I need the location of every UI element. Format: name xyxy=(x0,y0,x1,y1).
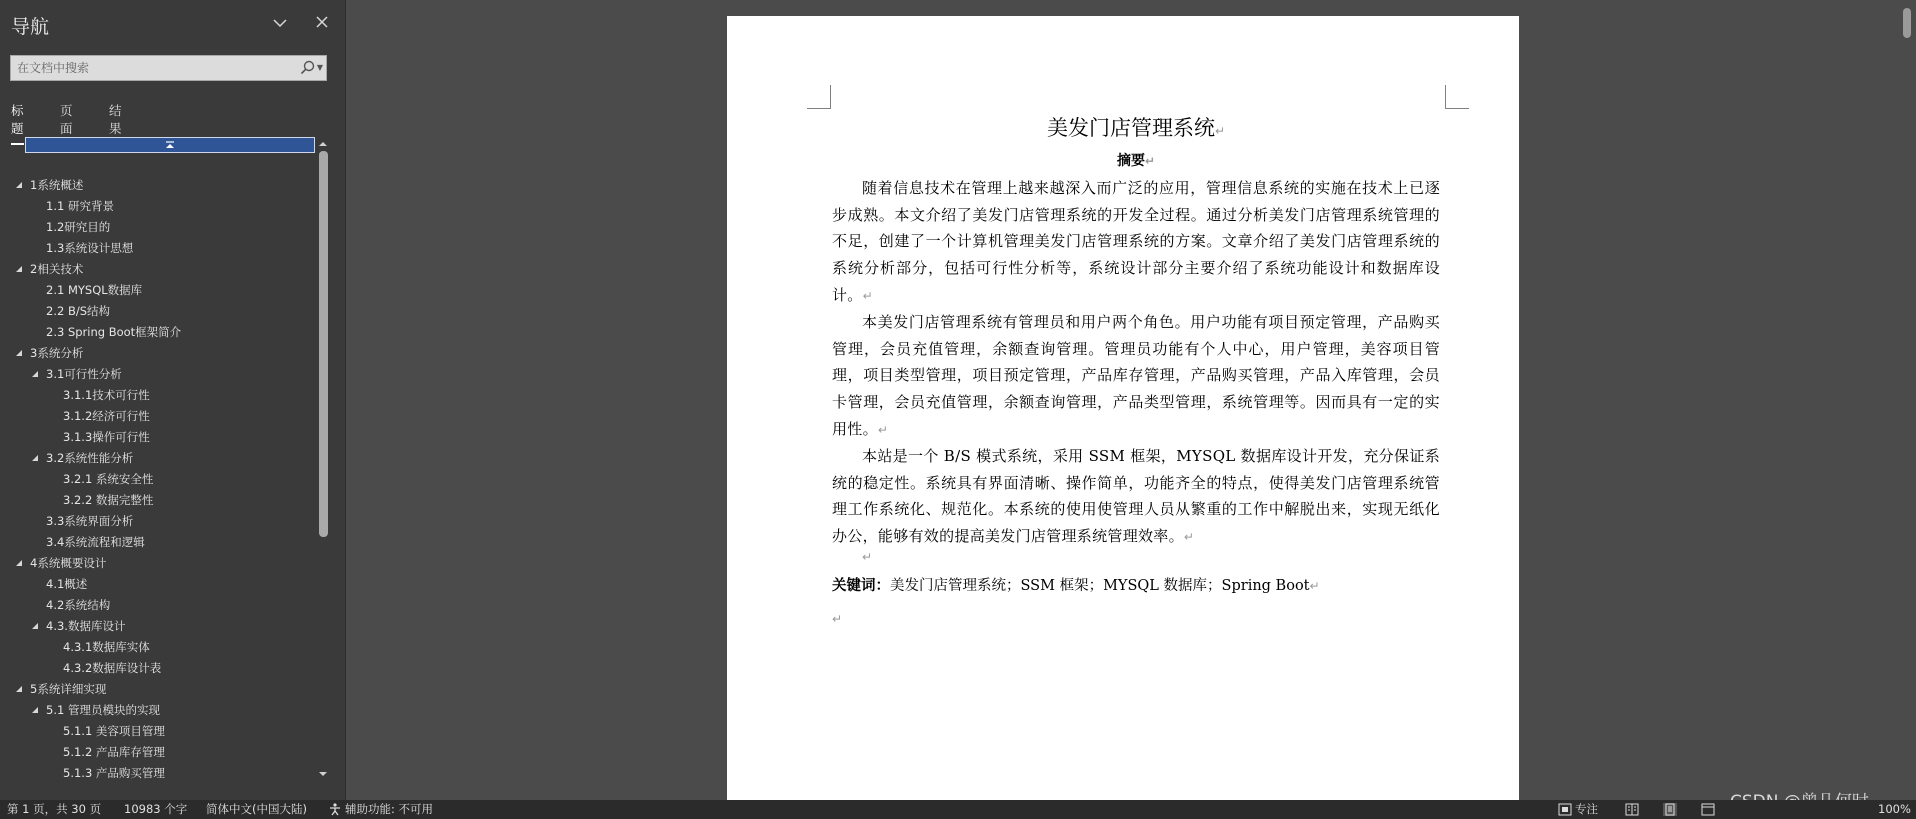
nav-heading-label: 3.2.1 系统安全性 xyxy=(63,472,154,486)
nav-heading-item[interactable] xyxy=(46,238,133,258)
nav-close-button[interactable] xyxy=(311,12,333,34)
nav-heading-label: 5.1.1 美容项目管理 xyxy=(63,724,165,738)
nav-heading-label: 3系统分析 xyxy=(30,346,84,360)
nav-heading-item[interactable] xyxy=(30,343,83,363)
nav-heading-item[interactable] xyxy=(63,658,161,678)
nav-heading-item[interactable] xyxy=(46,511,133,531)
nav-heading-item[interactable] xyxy=(46,364,122,384)
nav-heading-label: 4.3.1数据库实体 xyxy=(63,640,150,654)
keywords-line: 关键词：美发门店管理系统；SSM 框架；MYSQL 数据库；Spring Boot↵ xyxy=(832,578,1320,594)
document-scrollbar[interactable] xyxy=(1898,0,1916,800)
margin-mark-top-left xyxy=(807,85,831,109)
nav-heading-label: 3.2.2 数据完整性 xyxy=(63,493,154,507)
search-button[interactable] xyxy=(296,58,324,78)
nav-heading-label: 3.2系统性能分析 xyxy=(46,451,134,465)
nav-heading-label: 2.3 Spring Boot框架简介 xyxy=(46,325,182,339)
nav-heading-label: 4系统概要设计 xyxy=(30,556,107,570)
nav-heading-label: 2.1 MYSQL数据库 xyxy=(46,283,143,297)
nav-heading-label: 2.2 B/S结构 xyxy=(46,304,111,318)
nav-heading-item[interactable] xyxy=(46,301,110,321)
collapse-all-bar[interactable] xyxy=(25,137,315,153)
nav-heading-item[interactable] xyxy=(30,553,106,573)
nav-heading-item[interactable] xyxy=(63,763,165,783)
language-indicator[interactable]: 简体中文(中国大陆) xyxy=(206,802,307,816)
nav-options-button[interactable] xyxy=(269,12,291,34)
caret-down-icon: ▼ xyxy=(316,63,323,72)
nav-heading-label: 5.1 管理员模块的实现 xyxy=(46,703,160,717)
expand-collapse-triangle-icon[interactable] xyxy=(16,553,26,573)
nav-heading-item[interactable] xyxy=(46,196,114,216)
document-page[interactable] xyxy=(727,16,1519,800)
document-title: 美发门店管理系统↵ xyxy=(1046,116,1226,140)
accessibility-icon xyxy=(328,803,342,816)
nav-heading-label: 1.1 研究背景 xyxy=(46,199,114,213)
nav-heading-label: 3.3系统界面分析 xyxy=(46,514,134,528)
nav-heading-item[interactable] xyxy=(46,217,110,237)
nav-heading-item[interactable] xyxy=(46,322,181,342)
keywords-text: 美发门店管理系统；SSM 框架；MYSQL 数据库；Spring Boot xyxy=(890,578,1310,594)
abstract-paragraph-2: 本美发门店管理系统有管理员和用户两个角色。用户功能有项目预定管理，产品购买管理，会员充值管理，余额查询管理。管理员功能有个人中心，用户管理，美容项目管理，项目类型管理，项目预定管理，产品库存管理，产品购买管理，产品入库管理，会员卡管理，会员充值管理，余额查询管理，产品类型管理，系统管理等。因而具有一定的实用性。↵ xyxy=(832,313,1440,438)
abstract-paragraph-3: 本站是一个 B/S 模式系统，采用 SSM 框架，MYSQL 数据库设计开发，充分保证系统的稳定性。系统具有界面清晰、操作简单，功能齐全的特点，使得美发门店管理系统管理工作系统化、规范化。本系统的使用使管理人员从繁重的工作中解脱出来，实现无纸化办公，能够有效的提高美发门店管理系统管理效率。↵ xyxy=(832,447,1440,546)
chevron-down-icon xyxy=(273,18,287,28)
collapse-up-icon xyxy=(165,141,175,149)
margin-mark-top-right xyxy=(1445,85,1469,109)
nav-heading-label: 4.1概述 xyxy=(46,577,88,591)
expand-collapse-triangle-icon[interactable] xyxy=(16,343,26,363)
search-input[interactable] xyxy=(11,56,296,80)
scroll-down-icon[interactable] xyxy=(318,769,328,779)
nav-heading-item[interactable] xyxy=(46,574,87,594)
nav-heading-label: 1.3系统设计思想 xyxy=(46,241,134,255)
nav-heading-item[interactable] xyxy=(63,385,150,405)
expand-collapse-triangle-icon[interactable] xyxy=(16,259,26,279)
empty-paragraph-mark: ↵ xyxy=(862,550,873,564)
nav-heading-label: 1系统概述 xyxy=(30,178,84,192)
tab-headings[interactable]: 标题 xyxy=(11,101,24,145)
word-count[interactable]: 10983 个字 xyxy=(124,802,188,816)
expand-collapse-triangle-icon[interactable] xyxy=(16,679,26,699)
nav-heading-label: 2相关技术 xyxy=(30,262,84,276)
nav-title: 导航 xyxy=(11,16,50,38)
nav-heading-item[interactable] xyxy=(63,490,153,510)
nav-heading-item[interactable] xyxy=(30,175,83,195)
nav-heading-label: 5系统详细实现 xyxy=(30,682,107,696)
read-mode-icon[interactable] xyxy=(1625,803,1639,816)
nav-scroll-thumb[interactable] xyxy=(319,151,328,537)
nav-scrollbar[interactable] xyxy=(316,136,330,782)
nav-heading-item[interactable] xyxy=(63,406,150,426)
nav-heading-item[interactable] xyxy=(63,637,150,657)
nav-heading-item[interactable] xyxy=(30,259,83,279)
nav-heading-item[interactable] xyxy=(46,700,160,720)
nav-heading-label: 4.3.2数据库设计表 xyxy=(63,661,162,675)
search-icon xyxy=(300,60,316,76)
nav-heading-label: 4.3.数据库设计 xyxy=(46,619,126,633)
expand-collapse-triangle-icon[interactable] xyxy=(32,448,42,468)
status-bar xyxy=(0,800,1916,819)
abstract-heading: 摘要↵ xyxy=(1116,153,1156,169)
focus-icon xyxy=(1558,803,1572,816)
expand-collapse-triangle-icon[interactable] xyxy=(32,700,42,720)
empty-paragraph-mark-2: ↵ xyxy=(832,612,843,626)
page-count[interactable]: 第 1 页，共 30 页 xyxy=(7,802,102,816)
expand-collapse-triangle-icon[interactable] xyxy=(16,175,26,195)
nav-heading-label: 4.2系统结构 xyxy=(46,598,111,612)
zoom-level[interactable]: 100% xyxy=(1878,802,1911,816)
abstract-paragraph-1: 随着信息技术在管理上越来越深入而广泛的应用，管理信息系统的实施在技术上已逐步成熟。本文介绍了美发门店管理系统的开发全过程。通过分析美发门店管理系统管理的不足，创建了一个计算机管理美发门店管理系统的方案。文章介绍了美发门店管理系统的系统分析部分，包括可行性分析等，系统设计部分主要介绍了系统功能设计和数据库设计。↵ xyxy=(832,179,1440,304)
nav-heading-label: 3.4系统流程和逻辑 xyxy=(46,535,145,549)
accessibility-status[interactable]: 辅助功能: 不可用 xyxy=(345,802,434,816)
nav-heading-item[interactable] xyxy=(46,448,133,468)
nav-heading-item[interactable] xyxy=(46,595,110,615)
nav-heading-label: 5.1.2 产品库存管理 xyxy=(63,745,165,759)
tab-results[interactable]: 结果 xyxy=(109,103,122,136)
nav-heading-item[interactable] xyxy=(63,742,165,762)
nav-heading-label: 3.1可行性分析 xyxy=(46,367,122,381)
nav-heading-label: 1.2研究目的 xyxy=(46,220,111,234)
nav-heading-item[interactable] xyxy=(30,679,106,699)
close-icon xyxy=(316,16,328,28)
scroll-up-icon[interactable] xyxy=(318,139,328,149)
nav-heading-label: 5.1.3 产品购买管理 xyxy=(63,766,165,780)
nav-heading-item[interactable] xyxy=(46,616,125,636)
web-layout-icon[interactable] xyxy=(1701,803,1715,816)
document-scroll-thumb[interactable] xyxy=(1903,8,1911,38)
nav-heading-item[interactable] xyxy=(46,532,145,552)
nav-heading-item[interactable] xyxy=(46,280,142,300)
expand-collapse-triangle-icon[interactable] xyxy=(32,616,42,636)
navigation-pane xyxy=(0,0,346,800)
expand-collapse-triangle-icon[interactable] xyxy=(32,364,42,384)
tab-pages[interactable]: 页面 xyxy=(60,103,73,136)
nav-heading-item[interactable] xyxy=(63,427,150,447)
keywords-label: 关键词： xyxy=(832,578,890,594)
print-layout-icon[interactable] xyxy=(1663,803,1677,816)
nav-search-box xyxy=(10,55,327,81)
headings-tree xyxy=(0,175,318,785)
nav-heading-item[interactable] xyxy=(63,721,165,741)
nav-heading-label: 3.1.3操作可行性 xyxy=(63,430,150,444)
focus-mode-button[interactable]: 专注 xyxy=(1575,802,1598,816)
nav-heading-label: 3.1.2经济可行性 xyxy=(63,409,150,423)
nav-heading-label: 3.1.1技术可行性 xyxy=(63,388,150,402)
nav-heading-item[interactable] xyxy=(63,469,153,489)
